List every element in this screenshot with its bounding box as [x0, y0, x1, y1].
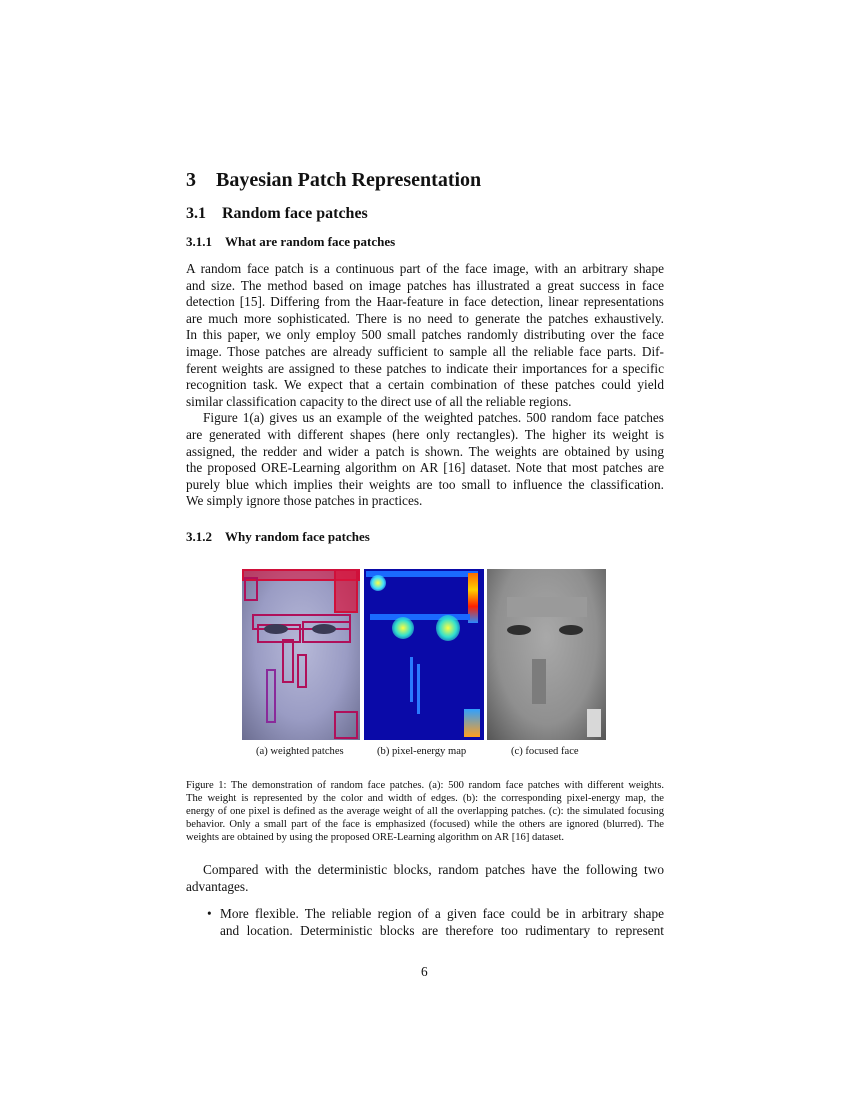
subsection-title: Random face patches	[222, 205, 368, 222]
text-line: advantages.	[186, 878, 249, 894]
text-line: behavior. Only a small part of the face is emphasized (focused) while the others are ignored (blurred). The	[186, 819, 664, 830]
text-line: energy of one pixel is defined as the average weight of all the overlapping patches. (c): the simulated focusing	[186, 806, 664, 817]
section-heading	[186, 169, 481, 192]
section-title: Bayesian Patch Representation	[216, 169, 482, 191]
subcaption-b: (b) pixel-energy map	[377, 746, 467, 757]
text-line: the proposed ORE-Learning algorithm on AR [16] dataset. Note that most patches are	[186, 460, 664, 476]
bullet-marker: •	[207, 906, 212, 921]
focused-face-image	[487, 569, 606, 740]
text-line: Figure 1: The demonstration of random face patches. (a): 500 random face patches with different weights.	[186, 780, 664, 791]
text-line: are much more sophisticated. There is no need to generate the patches exhaustively.	[186, 310, 664, 326]
pixel-energy-map-image	[364, 569, 484, 740]
text-line: and location. Deterministic blocks are therefore too rudimentary to represent	[220, 922, 664, 938]
subcaption-c: (c) focused face	[511, 746, 579, 757]
subsubsection-heading-2	[186, 529, 370, 545]
subsubsection-heading-1	[186, 234, 395, 250]
page-number: 6	[421, 964, 428, 979]
text-line: We simply ignore those patches in practices.	[186, 493, 423, 509]
text-line: assigned, the redder and wider a patch is shown. The weights are obtained by using	[186, 443, 664, 459]
subsubsection-title: Why random face patches	[225, 529, 370, 544]
text-line: A random face patch is a continuous part of the face image, with an arbitrary shape	[186, 261, 664, 276]
text-line: detection [15]. Differing from the Haar-feature in face detection, linear representations	[186, 294, 664, 310]
text-line: The weight is represented by the color and width of edges. (b): the corresponding pixel-energy map, the	[186, 793, 664, 804]
subsection-number: 3.1	[186, 205, 206, 222]
text-line: purely blue which implies their weights are too small to influence the classification.	[186, 476, 664, 492]
subsubsection-number: 3.1.2	[186, 529, 212, 544]
text-line: More flexible. The reliable region of a given face could be in arbitrary shape	[220, 906, 664, 921]
section-number: 3	[186, 169, 196, 191]
subcaption-a: (a) weighted patches	[256, 746, 344, 757]
weighted-patches-image	[242, 569, 360, 740]
text-line: similar classification capacity to the direct use of all the reliable regions.	[186, 393, 572, 409]
text-line: image. Those patches are already sufficient to sample all the reliable face parts. Dif-	[186, 344, 664, 359]
text-line: ferent weights are assigned to these patches to indicate their importances for a specific	[186, 360, 664, 376]
text-line: Figure 1(a) gives us an example of the weighted patches. 500 random face patches	[203, 410, 664, 426]
subsubsection-number: 3.1.1	[186, 234, 212, 249]
subsubsection-title: What are random face patches	[225, 234, 396, 249]
subsection-heading	[186, 205, 368, 223]
text-line: In this paper, we only employ 500 small patches randomly distributing over the face	[186, 327, 664, 343]
text-line: recognition task. We expect that a certain combination of these patches could yield	[186, 377, 664, 393]
text-line: and size. The method based on image patches has illustrated a great success in face	[186, 277, 664, 293]
text-line: weights are obtained by using the proposed ORE-Learning algorithm on AR [16] dataset.	[186, 832, 565, 843]
text-line: are generated with different shapes (here only rectangles). The higher its weight is	[186, 427, 664, 442]
text-line: Compared with the deterministic blocks, random patches have the following two	[203, 862, 664, 877]
